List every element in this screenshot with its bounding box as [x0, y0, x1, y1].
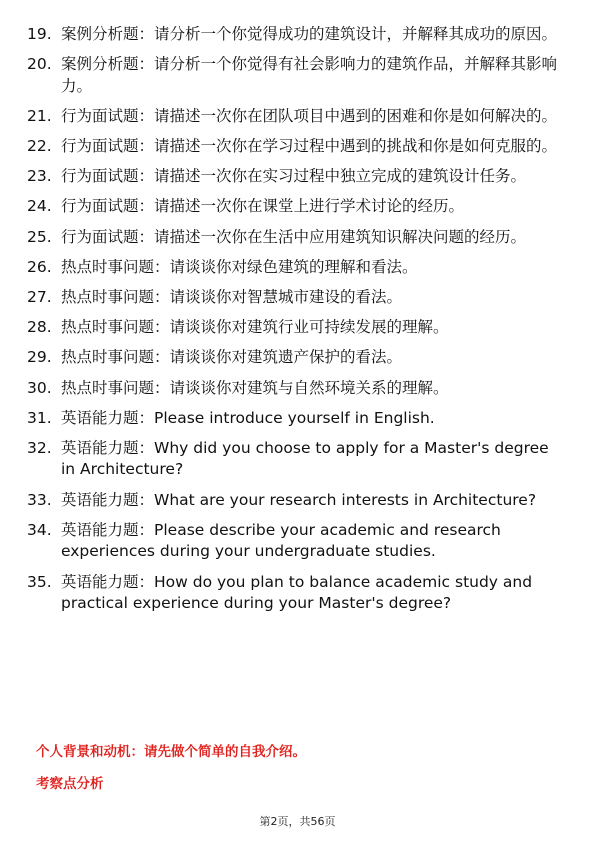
question-category: 英语能力题： — [61, 408, 155, 427]
question-category: 英语能力题： — [61, 438, 155, 457]
question-body — [61, 166, 567, 188]
question-body — [61, 54, 567, 97]
question-text: Why did you choose to apply for a Master's degree in Architecture? — [61, 438, 549, 479]
question-list — [27, 24, 567, 623]
question-body — [61, 490, 567, 512]
question-text: 请描述一次你在团队项目中遇到的困难和你是如何解决的。 — [154, 106, 558, 125]
question-number: 21. — [27, 106, 52, 125]
question-text: 请谈谈你对智慧城市建设的看法。 — [169, 288, 403, 306]
question-item — [27, 317, 567, 339]
question-number: 27. — [27, 288, 52, 306]
question-category: 行为面试题： — [61, 167, 155, 186]
question-category: 行为面试题： — [61, 227, 155, 246]
question-number: 23. — [27, 167, 52, 186]
question-number: 28. — [27, 318, 52, 337]
question-item — [27, 520, 567, 563]
question-category: 英语能力题： — [61, 520, 155, 539]
question-item — [27, 166, 567, 188]
question-category: 热点时事问题： — [61, 378, 170, 397]
question-body — [61, 520, 567, 563]
question-category: 英语能力题： — [61, 490, 155, 509]
question-category: 行为面试题： — [61, 106, 155, 125]
question-item — [27, 438, 567, 481]
question-item — [27, 257, 567, 279]
question-item — [27, 378, 567, 400]
question-category: 行为面试题： — [61, 197, 155, 216]
question-body — [61, 378, 567, 400]
question-number: 22. — [27, 137, 52, 156]
question-text: 请谈谈你对建筑与自然环境关系的理解。 — [169, 378, 449, 397]
question-body — [61, 287, 567, 309]
highlight-prompt: 个人背景和动机：请先做个简单的自我介绍。 — [36, 744, 306, 760]
question-body — [61, 106, 567, 128]
page-footer: 第2页，共56页 — [259, 815, 336, 828]
question-category: 热点时事问题： — [61, 318, 170, 337]
question-body — [61, 227, 567, 249]
question-category: 热点时事问题： — [61, 288, 170, 306]
question-category: 案例分析题： — [61, 25, 155, 43]
question-number: 30. — [27, 378, 52, 397]
question-item — [27, 227, 567, 249]
question-number: 34. — [27, 520, 52, 539]
question-body — [61, 408, 567, 430]
question-body — [61, 317, 567, 339]
question-body — [61, 136, 567, 158]
question-item — [27, 490, 567, 512]
question-category: 行为面试题： — [61, 137, 155, 156]
question-item — [27, 136, 567, 158]
question-text: Please introduce yourself in English. — [154, 408, 435, 427]
question-category: 热点时事问题： — [61, 348, 170, 367]
question-text: What are your research interests in Architecture? — [154, 490, 537, 509]
question-text: 请分析一个你觉得成功的建筑设计，并解释其成功的原因。 — [154, 25, 558, 43]
question-text: 请描述一次你在生活中应用建筑知识解决问题的经历。 — [154, 227, 527, 246]
question-number: 31. — [27, 408, 52, 427]
question-number: 32. — [27, 438, 52, 457]
question-body — [61, 347, 567, 369]
question-category: 英语能力题： — [61, 572, 155, 591]
question-text: 请谈谈你对绿色建筑的理解和看法。 — [169, 257, 418, 276]
question-text: Please describe your academic and research experiences during your undergraduate studies. — [61, 520, 501, 561]
question-body — [61, 572, 567, 615]
analysis-heading: 考察点分析 — [36, 776, 104, 792]
question-body — [61, 257, 567, 279]
question-number: 35. — [27, 572, 52, 591]
question-number: 25. — [27, 227, 52, 246]
question-category: 热点时事问题： — [61, 257, 170, 276]
question-item — [27, 54, 567, 97]
question-text: 请描述一次你在课堂上进行学术讨论的经历。 — [154, 197, 465, 216]
question-item — [27, 24, 567, 46]
question-item — [27, 106, 567, 128]
question-item — [27, 572, 567, 615]
question-number: 26. — [27, 257, 52, 276]
question-text: How do you plan to balance academic study and practical experience during your Master's degree? — [61, 572, 533, 612]
question-body — [61, 196, 567, 218]
question-body — [61, 24, 567, 46]
question-item — [27, 287, 567, 309]
question-item — [27, 408, 567, 430]
question-text: 请谈谈你对建筑行业可持续发展的理解。 — [169, 318, 449, 337]
question-item — [27, 347, 567, 369]
question-number: 20. — [27, 55, 52, 74]
question-number: 29. — [27, 348, 52, 367]
question-text: 请谈谈你对建筑遗产保护的看法。 — [169, 348, 403, 367]
question-item — [27, 196, 567, 218]
question-number: 19. — [27, 25, 52, 43]
question-number: 24. — [27, 197, 52, 216]
question-text: 请描述一次你在学习过程中遇到的挑战和你是如何克服的。 — [154, 137, 558, 156]
question-body — [61, 438, 567, 481]
question-number: 33. — [27, 490, 52, 509]
question-text: 请分析一个你觉得有社会影响力的建筑作品，并解释其影响力。 — [61, 55, 558, 95]
question-text: 请描述一次你在实习过程中独立完成的建筑设计任务。 — [154, 167, 527, 186]
question-category: 案例分析题： — [61, 55, 155, 74]
